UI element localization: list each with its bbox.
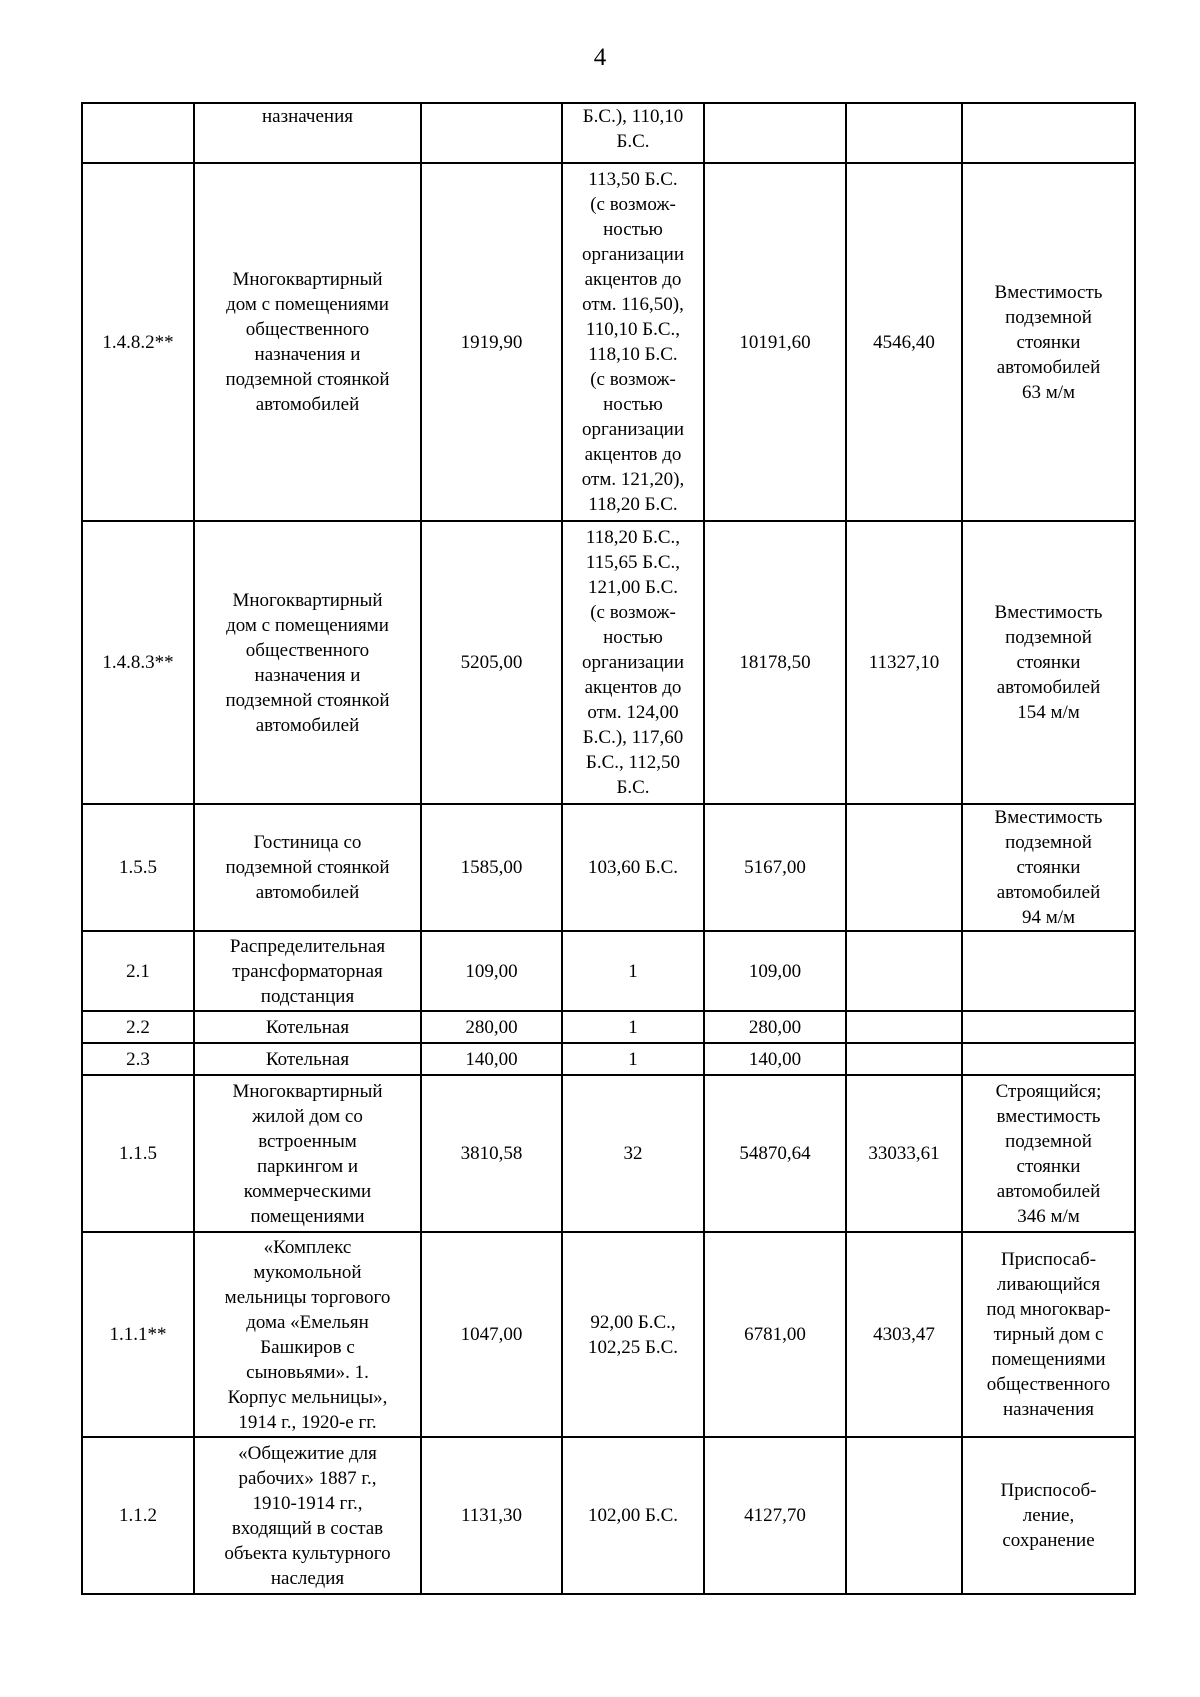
cell-note: Приспособ- ление, сохранение: [962, 1437, 1135, 1594]
cell-note: Приспосаб- ливающийся под многоквар- тирный дом с помещениями общественного назначения: [962, 1232, 1135, 1437]
cell-levels: 1: [562, 1043, 704, 1075]
cell-underground-area: 4303,47: [846, 1232, 962, 1437]
table-row: [82, 1437, 1135, 1594]
cell-underground-area: 33033,61: [846, 1075, 962, 1232]
cell-name: Многоквартирный дом с помещениями общественного назначения и подземной стоянкой автомобилей: [194, 521, 421, 804]
cell-total-area: 10191,60: [704, 163, 846, 521]
cell-underground-area: [846, 1437, 962, 1594]
cell-name: Многоквартирный жилой дом со встроенным паркингом и коммерческими помещениями: [194, 1075, 421, 1232]
cell-area: 3810,58: [421, 1075, 562, 1232]
cell-number: 1.4.8.2**: [82, 163, 194, 521]
page-number: 4: [593, 44, 607, 71]
cell-note: [962, 1043, 1135, 1075]
cell-name: Котельная: [194, 1043, 421, 1075]
table-row: [82, 103, 1135, 163]
cell-note: [962, 1011, 1135, 1043]
cell-area: 1919,90: [421, 163, 562, 521]
cell-underground-area: 4546,40: [846, 163, 962, 521]
cell-area: 1131,30: [421, 1437, 562, 1594]
table-row: [82, 1011, 1135, 1043]
cell-area: 5205,00: [421, 521, 562, 804]
cell-total-area: 280,00: [704, 1011, 846, 1043]
cell-note: [962, 931, 1135, 1011]
cell-levels: 103,60 Б.С.: [562, 804, 704, 931]
table-row: [82, 163, 1135, 521]
cell-levels: 92,00 Б.С., 102,25 Б.С.: [562, 1232, 704, 1437]
objects-table: [81, 102, 1136, 1595]
cell-levels: 113,50 Б.С. (с возмож- ностью организации акцентов до отм. 116,50), 110,10 Б.С., 118,10 Б.С. (с возмож- ностью организации акцентов до отм. 121,20), 118,20 Б.С.: [562, 163, 704, 521]
cell-total-area: [704, 103, 846, 163]
cell-number: 1.5.5: [82, 804, 194, 931]
table-row: [82, 521, 1135, 804]
cell-total-area: 140,00: [704, 1043, 846, 1075]
cell-name: Многоквартирный дом с помещениями общественного назначения и подземной стоянкой автомобилей: [194, 163, 421, 521]
cell-underground-area: 11327,10: [846, 521, 962, 804]
cell-total-area: 4127,70: [704, 1437, 846, 1594]
cell-levels: 1: [562, 931, 704, 1011]
cell-underground-area: [846, 804, 962, 931]
cell-number: 2.1: [82, 931, 194, 1011]
cell-number: 1.4.8.3**: [82, 521, 194, 804]
cell-total-area: 109,00: [704, 931, 846, 1011]
cell-area: 109,00: [421, 931, 562, 1011]
cell-levels: Б.С.), 110,10 Б.С.: [562, 103, 704, 163]
cell-area: 140,00: [421, 1043, 562, 1075]
cell-number: 1.1.2: [82, 1437, 194, 1594]
table-row: [82, 804, 1135, 931]
cell-total-area: 5167,00: [704, 804, 846, 931]
cell-levels: 118,20 Б.С., 115,65 Б.С., 121,00 Б.С. (с возмож- ностью организации акцентов до отм. 124,00 Б.С.), 117,60 Б.С., 112,50 Б.С.: [562, 521, 704, 804]
cell-note: Вместимость подземной стоянки автомобилей 154 м/м: [962, 521, 1135, 804]
cell-name: «Комплекс мукомольной мельницы торгового дома «Емельян Башкиров с сыновьями». 1. Корпус мельницы», 1914 г., 1920-е гг.: [194, 1232, 421, 1437]
cell-levels: 32: [562, 1075, 704, 1232]
cell-note: Вместимость подземной стоянки автомобилей 63 м/м: [962, 163, 1135, 521]
cell-total-area: 54870,64: [704, 1075, 846, 1232]
cell-underground-area: [846, 1043, 962, 1075]
cell-underground-area: [846, 931, 962, 1011]
cell-name: назначения: [194, 103, 421, 163]
cell-total-area: 18178,50: [704, 521, 846, 804]
table-row: [82, 1075, 1135, 1232]
table-row: [82, 1043, 1135, 1075]
table-row: [82, 1232, 1135, 1437]
cell-underground-area: [846, 1011, 962, 1043]
cell-name: Гостиница со подземной стоянкой автомобилей: [194, 804, 421, 931]
cell-area: 1047,00: [421, 1232, 562, 1437]
cell-underground-area: [846, 103, 962, 163]
cell-area: 280,00: [421, 1011, 562, 1043]
cell-note: [962, 103, 1135, 163]
cell-name: «Общежитие для рабочих» 1887 г., 1910-1914 гг., входящий в состав объекта культурного наследия: [194, 1437, 421, 1594]
table-row: [82, 931, 1135, 1011]
cell-number: 2.3: [82, 1043, 194, 1075]
cell-levels: 102,00 Б.С.: [562, 1437, 704, 1594]
cell-number: [82, 103, 194, 163]
cell-number: 1.1.5: [82, 1075, 194, 1232]
cell-levels: 1: [562, 1011, 704, 1043]
cell-area: 1585,00: [421, 804, 562, 931]
cell-total-area: 6781,00: [704, 1232, 846, 1437]
cell-note: Строящийся; вместимость подземной стоянки автомобилей 346 м/м: [962, 1075, 1135, 1232]
cell-number: 2.2: [82, 1011, 194, 1043]
cell-number: 1.1.1**: [82, 1232, 194, 1437]
cell-name: Котельная: [194, 1011, 421, 1043]
cell-name: Распределительная трансформаторная подстанция: [194, 931, 421, 1011]
cell-area: [421, 103, 562, 163]
cell-note: Вместимость подземной стоянки автомобилей 94 м/м: [962, 804, 1135, 931]
